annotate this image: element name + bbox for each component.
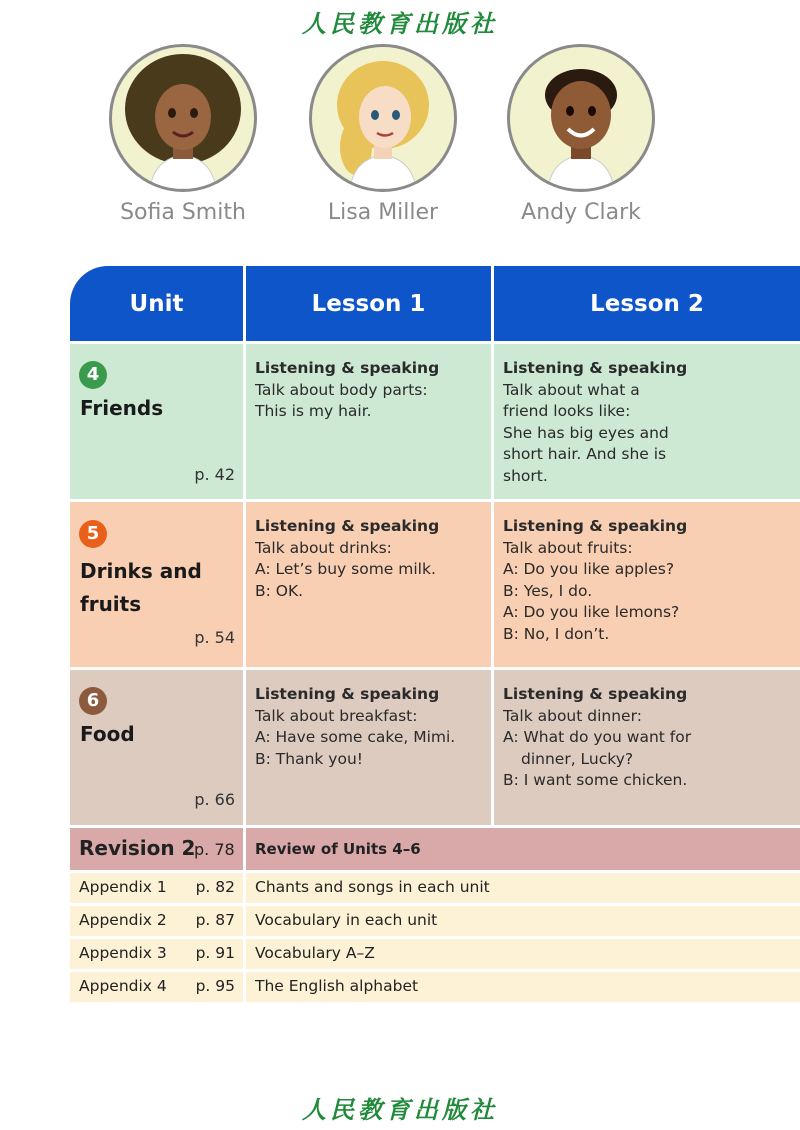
lesson-2-cell: Listening & speaking Talk about what a friend looks like: She has big eyes and short hair. And she is short. [494,344,800,499]
revision-title: Revision 2 [79,836,196,860]
unit-title: Friends [80,396,164,420]
lesson-1-cell: Listening & speaking Talk about drinks: A: Let’s buy some milk. B: OK. [246,502,491,667]
character-portraits [0,44,800,234]
lesson-heading: Listening & speaking [255,517,440,535]
unit-number-badge: 6 [79,687,107,715]
lesson-2-cell: Listening & speaking Talk about fruits: A: Do you like apples? B: Yes, I do. A: Do you like lemons? B: No, I don’t. [494,502,800,667]
lesson-heading: Listening & speaking [503,517,688,535]
character-andy [481,44,681,225]
appendix-name: Appendix 1 [79,878,167,896]
lesson-1-cell: Listening & speaking Talk about body parts: This is my hair. [246,344,491,499]
revision-page: p. 78 [194,840,235,859]
appendix-page: p. 95 [195,977,235,995]
appendix-desc: Vocabulary in each unit [255,911,438,929]
publisher-logo-top: 人民教育出版社 [302,9,498,38]
appendix-desc: The English alphabet [255,977,419,995]
appendix-row [70,972,800,1002]
appendix-name: Appendix 3 [79,944,167,962]
appendix-desc: Vocabulary A–Z [255,944,375,962]
lesson-1-cell: Listening & speaking Talk about breakfast: A: Have some cake, Mimi. B: Thank you! [246,670,491,825]
revision-row [70,828,800,870]
unit-number-badge: 5 [79,520,107,548]
appendix-name: Appendix 2 [79,911,167,929]
unit-cell [70,344,243,499]
lesson-heading: Listening & speaking [503,359,688,377]
lesson-heading: Listening & speaking [503,685,688,703]
header-unit: Unit [70,266,243,341]
unit-title: Food [80,722,135,746]
appendix-name: Appendix 4 [79,977,167,995]
appendix-page: p. 82 [195,878,235,896]
unit-row-4 [70,344,800,499]
unit-row-6 [70,670,800,825]
lesson-2-cell: Listening & speaking Talk about dinner: A: What do you want for dinner, Lucky? B: I want some chicken. [494,670,800,825]
toc-header-row [70,266,800,341]
revision-desc-cell [246,828,800,870]
unit-title: Drinks and fruits [80,559,202,616]
appendix-row [70,906,800,936]
character-name: Lisa Miller [327,200,439,225]
revision-cell [70,828,243,870]
avatar [109,44,257,192]
appendix-row [70,873,800,903]
character-lisa [283,44,483,225]
unit-row-5 [70,502,800,667]
appendix-desc: Chants and songs in each unit [255,878,490,896]
unit-page: p. 66 [194,790,235,809]
unit-cell [70,670,243,825]
appendix-page: p. 91 [195,944,235,962]
character-name: Andy Clark [521,200,641,225]
unit-page: p. 42 [194,465,235,484]
character-sofia [83,44,283,225]
unit-cell [70,502,243,667]
appendix-row [70,939,800,969]
avatar [309,44,457,192]
avatar [507,44,655,192]
lesson-heading: Listening & speaking [255,359,440,377]
appendix-page: p. 87 [195,911,235,929]
unit-number-badge: 4 [79,361,107,389]
header-lesson-2: Lesson 2 [494,266,800,341]
character-name: Sofia Smith [120,200,246,225]
publisher-logo-bottom: 人民教育出版社 [302,1095,498,1124]
header-lesson-1: Lesson 1 [246,266,491,341]
unit-page: p. 54 [194,628,235,647]
lesson-heading: Listening & speaking [255,685,440,703]
revision-desc: Review of Units 4–6 [255,840,421,858]
